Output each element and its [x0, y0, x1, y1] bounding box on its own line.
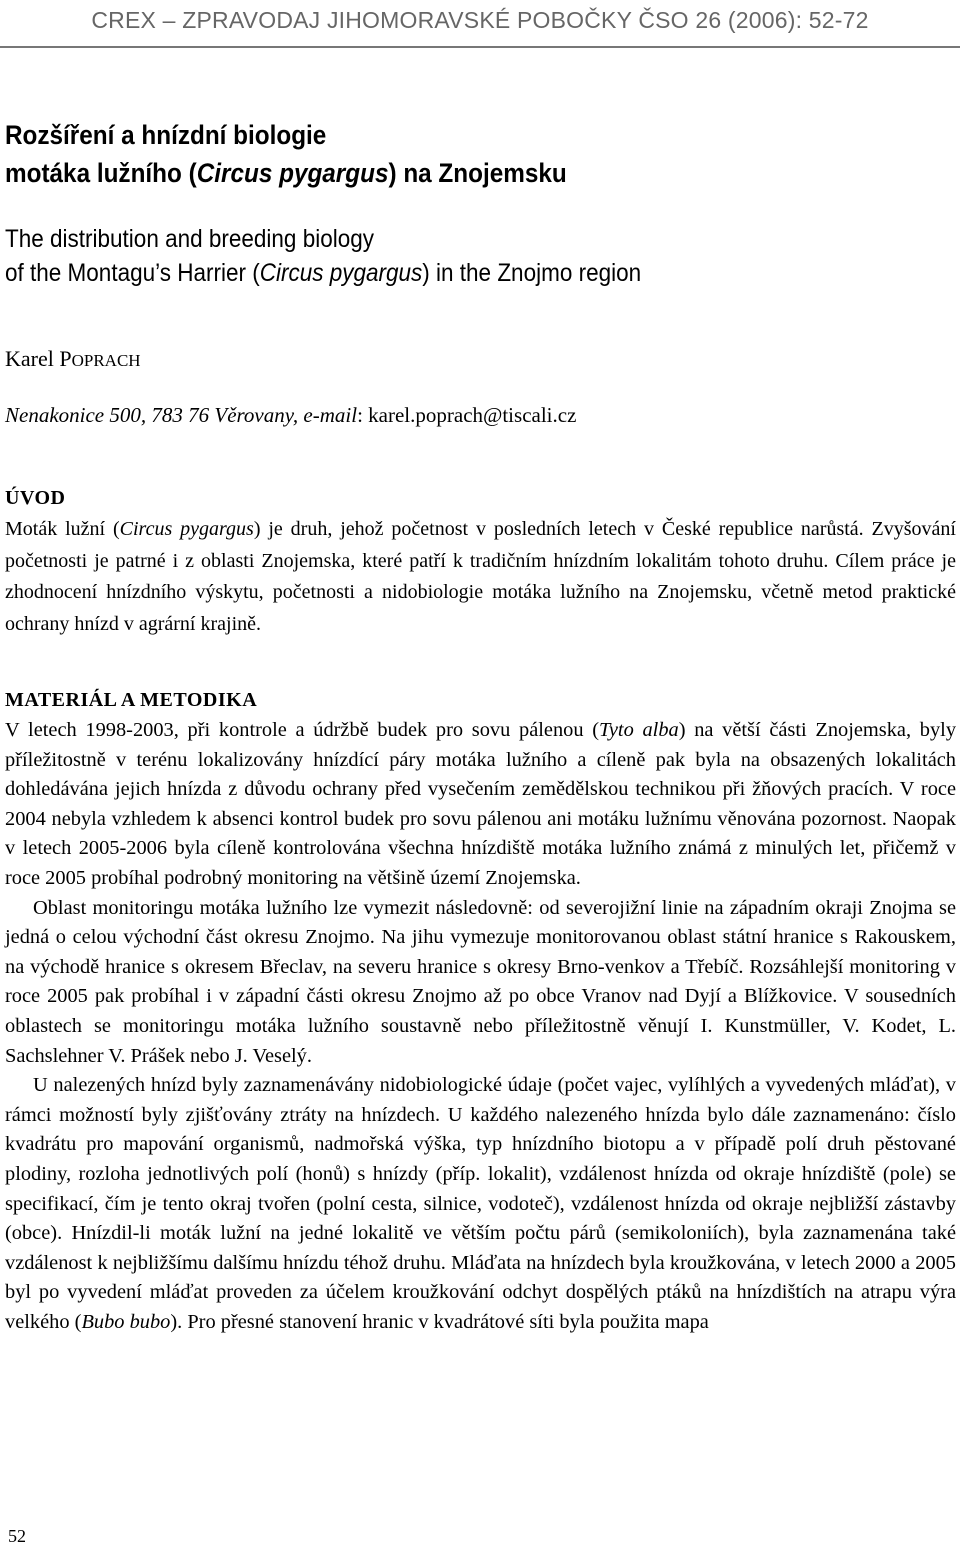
title-en-species: Circus pygargus	[259, 259, 423, 287]
methods-p3-species: Bubo bubo	[81, 1310, 171, 1333]
author-email-link[interactable]: karel.poprach@tiscali.cz	[368, 403, 577, 427]
title-cz-line-2-end: ) na Znojemsku	[388, 158, 567, 188]
article-title-english	[5, 222, 851, 290]
title-en-line-2-end: ) in the Znojmo region	[422, 259, 642, 287]
methods-paragraph-3	[5, 1071, 956, 1337]
author-surname-rest: OPRACH	[71, 351, 141, 370]
title-cz-species: Circus pygargus	[196, 158, 389, 188]
methods-p1-end: ) na větší části Znojemska, byly příležitostně v terénu lokalizovány hnízdící páry motáka lužního a cíleně pak byla na obsazených lokalitách dohledávána jejich hnízda z důvodu ochrany před vysečením zemědělskou technikou při žňových pracích. V roce 2004 nebyla vzhledem k absenci kontrol budek pro sovu pálenou ani motáku lužnímu věnována pozornost. Naopak v letech 2005-2006 byla cíleně kontrolována všechna hnízdiště motáka lužního známá z minulých let, přičemž v roce 2005 probíhal podrobný monitoring na většině území Znojemska.	[5, 719, 957, 889]
intro-text-end: ) je druh, jehož početnost v posledních letech v České republice narůstá. Zvyšování početnosti je patrné i z oblasti Znojemska, které patří k tradičním hnízdním lokalitám tohoto druhu. Cílem práce je zhodnocení hnízdního výskytu, početnosti a nidobiologie motáka lužního na Znojemsku, včetně metod praktické ochrany hnízd v agrární krajině.	[5, 518, 956, 635]
title-cz-line-2-start: motáka lužního (	[5, 158, 197, 188]
methods-p1-species: Tyto alba	[599, 719, 679, 741]
title-en-line-2-start: of the Montagu’s Harrier (	[5, 259, 260, 287]
intro-heading: ÚVOD	[5, 487, 66, 509]
author-first-name: Karel	[5, 346, 54, 371]
methods-body	[5, 716, 956, 1337]
header-rule	[0, 46, 960, 48]
author-surname-initial: P	[59, 346, 72, 371]
methods-p3-start: U nalezených hnízd byly zaznamenávány nidobiologické údaje (počet vajec, vylíhlých a vyvedených mláďat), v rámci možností byly zjišťovány ztráty na hnízdech. U každého nalezeného hnízda bylo dále zaznamenáno: číslo kvadrátu pro mapování organismů, nadmořská výška, typ hnízdního biotopu a v případě polí druh pěstované plodiny, rozloha jednotlivých polí (honů) s hnízdy (příp. lokalit), vzdálenost hnízda od okraje hnízdiště (pole) se specifikací, čím je tento okraj tvořen (polní cesta, silnice, vodoteč), vzdálenost hnízda od okraje nejbližší zástavby (obce). Hnízdil-li moták lužní na jedné lokalitě ve větším počtu párů (semikoloniích), byla zaznamenána také vzdálenost k nejbližšímu dalšímu hnízdu téhož druhu. Mláďata na hnízdech byla kroužkována, v letech 2000 a 2005 byl po vyvedení mláďat proveden za účelem kroužkování odchyt dospělých ptáků na hnízdištích na atrapu výra velkého (	[5, 1074, 956, 1333]
intro-text-start: Moták lužní (	[5, 518, 120, 540]
intro-paragraph	[5, 514, 956, 640]
methods-p3-end: ). Pro přesné stanovení hranic v kvadrátové síti byla použita mapa	[170, 1310, 709, 1333]
methods-heading: MATERIÁL A METODIKA	[5, 689, 258, 711]
intro-species: Circus pygargus	[119, 518, 254, 540]
title-cz-line-1: Rozšíření a hnízdní biologie	[5, 120, 327, 150]
title-en-line-2	[5, 256, 851, 290]
address-separator: :	[357, 403, 369, 427]
title-cz-line-2	[5, 154, 851, 192]
methods-paragraph-1	[5, 716, 956, 894]
methods-p1-start: V letech 1998-2003, při kontrole a údržbě budek pro sovu pálenou (	[5, 719, 600, 741]
title-en-line-1: The distribution and breeding biology	[5, 225, 374, 253]
page-number: 52	[8, 1526, 26, 1546]
address-location: Nenakonice 500, 783 76 Věrovany, e-mail	[5, 403, 358, 427]
methods-paragraph-2: Oblast monitoringu motáka lužního lze vymezit následovně: od severojižní linie na západním okraji Znojma se jedná o celou východní část okresu Znojmo. Na jihu vymezuje monitorovanou oblast státní hranice s Rakouskem, na východě hranice s okresem Břeclav, na severu hranice s okresy Brno-venkov a Třebíč. Rozsáhlejší monitoring v roce 2005 pak probíhal i v západní části okresu Znojmo až po obce Vranov nad Dyjí a Blížkovice. V sousedních oblastech se monitoringu motáka lužního soustavně nebo příležitostně věnují I. Kunstmüller, V. Kodet, L. Sachslehner V. Prášek nebo J. Veselý.	[5, 896, 956, 1067]
author-name	[5, 346, 141, 372]
article-title-czech	[5, 116, 851, 192]
author-address	[5, 403, 576, 428]
running-head: CREX – ZPRAVODAJ JIHOMORAVSKÉ POBOČKY ČSO 26 (2006): 52-72	[91, 7, 869, 33]
